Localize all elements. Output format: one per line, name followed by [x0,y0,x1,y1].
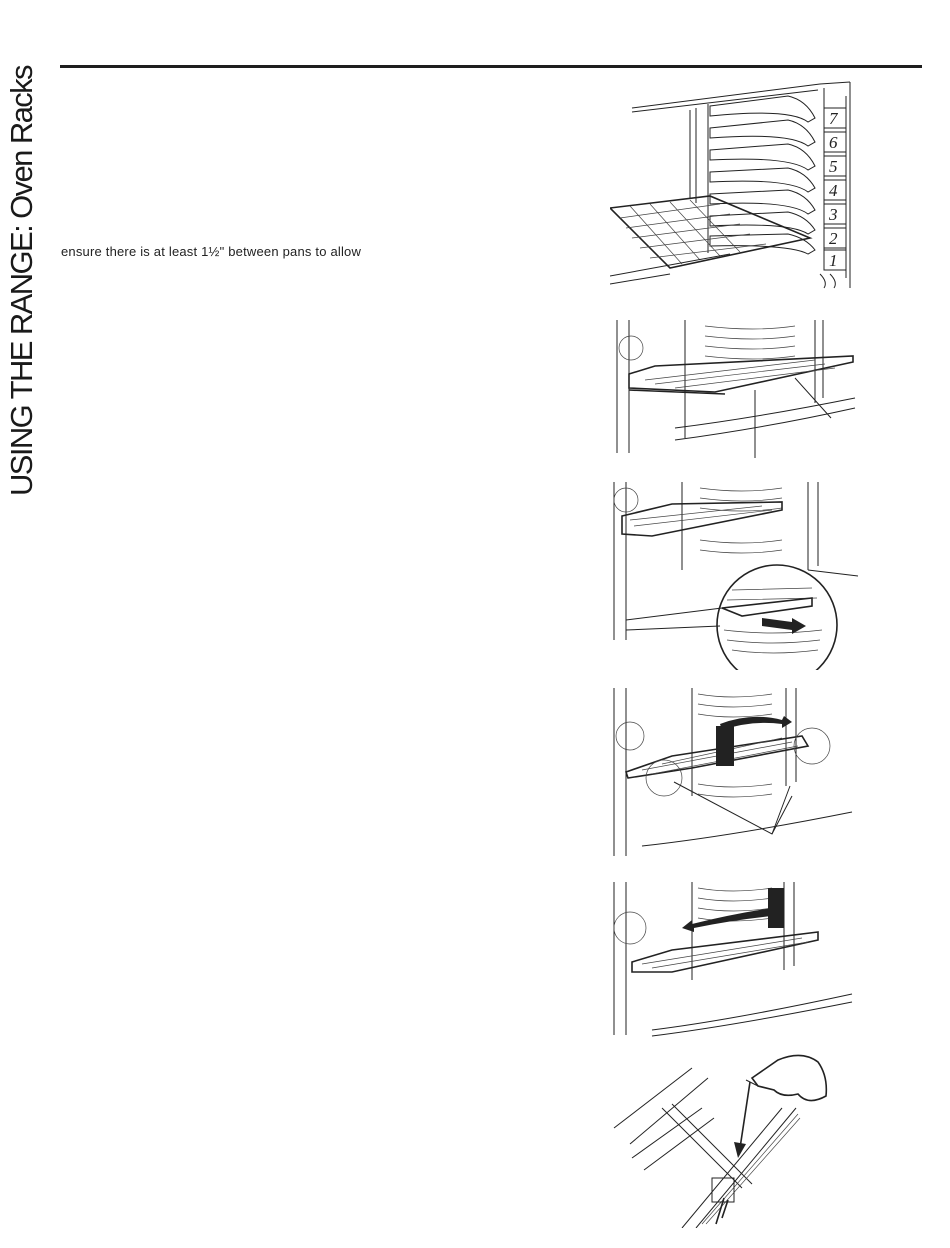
body-paragraph: ensure there is at least 1½" between pans to allow [61,244,362,259]
rack-position-2: 2 [829,229,838,248]
rack-tilt-figure [612,686,860,858]
rack-position-5: 5 [829,157,838,176]
rack-position-4: 4 [829,181,838,200]
top-divider [60,65,922,68]
rack-positions-figure [610,78,858,290]
rack-position-6: 6 [829,133,838,152]
hand-with-lubricant [746,1055,826,1100]
rack-position-numbers [824,108,846,270]
oven-rack [632,932,818,972]
rack-installed-figure [615,318,860,458]
detail-magnifier-circle [717,565,837,670]
rack-position-1: 1 [829,251,838,270]
section-side-title-wrap [0,0,58,520]
oven-rack [629,356,853,394]
pull-arrow [762,618,806,634]
tilt-indicator [716,726,734,766]
rack-removal-figure [612,480,860,670]
rack-position-7: 7 [829,109,838,128]
oven-rack [622,502,782,536]
section-side-title: USING THE RANGE: Oven Racks [4,66,39,496]
replace-indicator [768,888,784,928]
rack-position-3: 3 [829,205,838,224]
rack-lubricate-figure [612,1048,842,1228]
rack-replace-figure [612,880,860,1038]
rack-guides [710,96,815,254]
